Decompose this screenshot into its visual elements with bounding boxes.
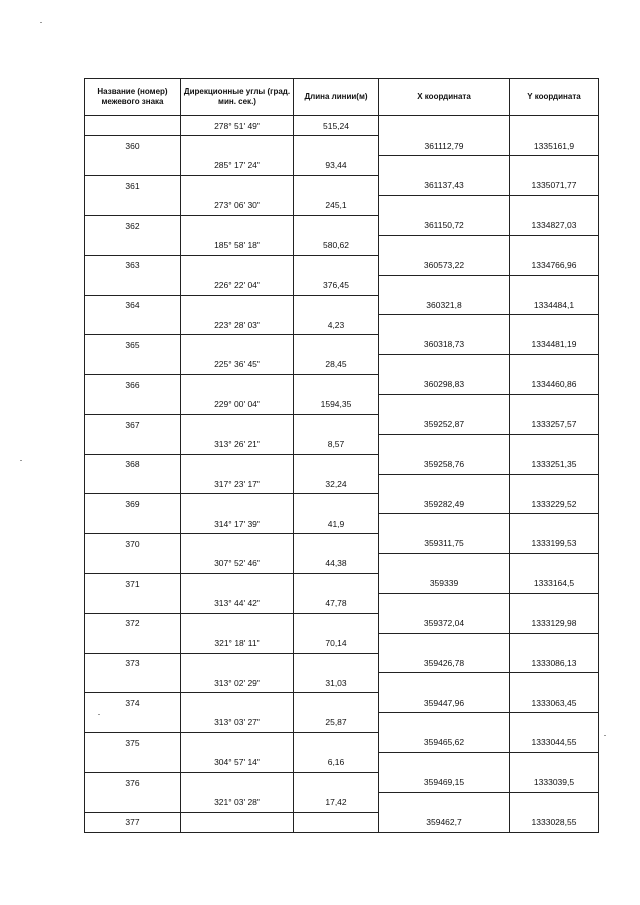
cell-y-coordinate xyxy=(510,753,599,773)
cell-directional-angle: 313° 02' 29" xyxy=(181,673,294,693)
cell-marker-name: 367 xyxy=(85,414,181,434)
cell-directional-angle: 278° 51' 49" xyxy=(181,116,294,136)
table-row-point xyxy=(85,494,599,514)
cell-line-length: 25,87 xyxy=(294,713,379,733)
document-sheet xyxy=(84,78,598,833)
cell-line-length xyxy=(294,215,379,235)
cell-directional-angle xyxy=(181,693,294,713)
table-row-segment xyxy=(85,156,599,176)
table-row-point xyxy=(85,733,599,753)
cell-line-length: 47,78 xyxy=(294,593,379,613)
cell-line-length: 8,57 xyxy=(294,434,379,454)
table-row-point xyxy=(85,295,599,315)
cell-y-coordinate: 1333257,57 xyxy=(510,414,599,434)
table-row-segment xyxy=(85,394,599,414)
cell-line-length: 515,24 xyxy=(294,116,379,136)
cell-x-coordinate xyxy=(379,196,510,216)
cell-directional-angle: 313° 44' 42" xyxy=(181,593,294,613)
boundary-coordinates-table xyxy=(84,78,599,833)
cell-y-coordinate xyxy=(510,673,599,693)
cell-line-length xyxy=(294,375,379,395)
cell-y-coordinate xyxy=(510,196,599,216)
cell-marker-name: 369 xyxy=(85,494,181,514)
table-row-segment xyxy=(85,434,599,454)
cell-marker-name xyxy=(85,673,181,693)
cell-marker-name xyxy=(85,514,181,534)
table-row-segment xyxy=(85,792,599,812)
cell-x-coordinate: 361150,72 xyxy=(379,215,510,235)
cell-directional-angle: 321° 03' 28" xyxy=(181,792,294,812)
cell-directional-angle xyxy=(181,255,294,275)
cell-marker-name: 361 xyxy=(85,176,181,196)
cell-line-length: 6,16 xyxy=(294,753,379,773)
table-row-segment xyxy=(85,275,599,295)
table-row-point xyxy=(85,653,599,673)
cell-directional-angle: 317° 23' 17" xyxy=(181,474,294,494)
table-row-point xyxy=(85,215,599,235)
cell-marker-name: 368 xyxy=(85,454,181,474)
cell-directional-angle: 226° 22' 04" xyxy=(181,275,294,295)
table-row-segment xyxy=(85,355,599,375)
cell-y-coordinate: 1334481,19 xyxy=(510,335,599,355)
cell-marker-name xyxy=(85,235,181,255)
cell-directional-angle: 223° 28' 03" xyxy=(181,315,294,335)
cell-line-length: 245,1 xyxy=(294,196,379,216)
cell-line-length: 580,62 xyxy=(294,235,379,255)
cell-directional-angle xyxy=(181,414,294,434)
header-y-coordinate: Y координата xyxy=(510,79,599,116)
cell-marker-name xyxy=(85,753,181,773)
table-row-segment xyxy=(85,514,599,534)
cell-y-coordinate xyxy=(510,713,599,733)
cell-y-coordinate: 1333028,55 xyxy=(510,812,599,832)
cell-x-coordinate: 359447,96 xyxy=(379,693,510,713)
cell-line-length xyxy=(294,772,379,792)
cell-directional-angle: 313° 03' 27" xyxy=(181,713,294,733)
cell-marker-name: 371 xyxy=(85,573,181,593)
cell-x-coordinate xyxy=(379,116,510,136)
table-row-segment xyxy=(85,713,599,733)
cell-marker-name xyxy=(85,434,181,454)
cell-line-length: 70,14 xyxy=(294,633,379,653)
table-row-point xyxy=(85,812,599,832)
table-row-segment xyxy=(85,673,599,693)
cell-x-coordinate: 361112,79 xyxy=(379,136,510,156)
cell-y-coordinate: 1334827,03 xyxy=(510,215,599,235)
table-row-segment xyxy=(85,474,599,494)
header-marker-name: Название (номер) межевого знака xyxy=(85,79,181,116)
cell-y-coordinate: 1333129,98 xyxy=(510,613,599,633)
cell-x-coordinate: 359258,76 xyxy=(379,454,510,474)
table-row-segment xyxy=(85,315,599,335)
cell-y-coordinate: 1334484,1 xyxy=(510,295,599,315)
cell-x-coordinate xyxy=(379,235,510,255)
cell-line-length: 28,45 xyxy=(294,355,379,375)
cell-y-coordinate: 1333229,52 xyxy=(510,494,599,514)
cell-line-length xyxy=(294,653,379,673)
cell-y-coordinate: 1333044,55 xyxy=(510,733,599,753)
cell-y-coordinate: 1333039,5 xyxy=(510,772,599,792)
cell-y-coordinate xyxy=(510,275,599,295)
cell-line-length: 4,23 xyxy=(294,315,379,335)
cell-y-coordinate: 1335071,77 xyxy=(510,176,599,196)
cell-marker-name: 370 xyxy=(85,534,181,554)
cell-line-length xyxy=(294,255,379,275)
table-row-segment xyxy=(85,116,599,136)
cell-line-length: 17,42 xyxy=(294,792,379,812)
cell-y-coordinate xyxy=(510,434,599,454)
header-x-coordinate: X координата xyxy=(379,79,510,116)
table-row-point xyxy=(85,136,599,156)
cell-marker-name xyxy=(85,554,181,574)
cell-x-coordinate xyxy=(379,275,510,295)
cell-x-coordinate xyxy=(379,673,510,693)
cell-x-coordinate xyxy=(379,315,510,335)
table-row-segment xyxy=(85,633,599,653)
table-row-segment xyxy=(85,235,599,255)
cell-x-coordinate: 359311,75 xyxy=(379,534,510,554)
cell-marker-name: 364 xyxy=(85,295,181,315)
cell-y-coordinate xyxy=(510,554,599,574)
cell-line-length xyxy=(294,693,379,713)
cell-directional-angle: 314° 17' 39" xyxy=(181,514,294,534)
cell-directional-angle xyxy=(181,176,294,196)
cell-marker-name xyxy=(85,633,181,653)
cell-line-length xyxy=(294,613,379,633)
cell-marker-name: 363 xyxy=(85,255,181,275)
table-row-segment xyxy=(85,196,599,216)
cell-directional-angle xyxy=(181,375,294,395)
cell-directional-angle: 321° 18' 11" xyxy=(181,633,294,653)
cell-x-coordinate: 359469,15 xyxy=(379,772,510,792)
table-row-point xyxy=(85,693,599,713)
cell-marker-name xyxy=(85,315,181,335)
cell-directional-angle xyxy=(181,136,294,156)
table-row-segment xyxy=(85,593,599,613)
cell-directional-angle: 304° 57' 14" xyxy=(181,753,294,773)
cell-y-coordinate xyxy=(510,633,599,653)
cell-marker-name xyxy=(85,355,181,375)
cell-x-coordinate: 361137,43 xyxy=(379,176,510,196)
cell-x-coordinate xyxy=(379,792,510,812)
cell-marker-name: 360 xyxy=(85,136,181,156)
table-row-point xyxy=(85,255,599,275)
table-row-point xyxy=(85,414,599,434)
cell-marker-name: 365 xyxy=(85,335,181,355)
cell-marker-name xyxy=(85,394,181,414)
cell-marker-name xyxy=(85,792,181,812)
cell-marker-name: 362 xyxy=(85,215,181,235)
cell-x-coordinate xyxy=(379,514,510,534)
cell-line-length xyxy=(294,295,379,315)
cell-line-length xyxy=(294,136,379,156)
cell-marker-name: 374 xyxy=(85,693,181,713)
cell-x-coordinate: 360298,83 xyxy=(379,375,510,395)
cell-marker-name: 375 xyxy=(85,733,181,753)
cell-x-coordinate: 359426,78 xyxy=(379,653,510,673)
cell-x-coordinate: 359372,04 xyxy=(379,613,510,633)
cell-x-coordinate: 359465,62 xyxy=(379,733,510,753)
table-row-point xyxy=(85,573,599,593)
cell-x-coordinate xyxy=(379,156,510,176)
cell-line-length: 44,38 xyxy=(294,554,379,574)
cell-x-coordinate: 359339 xyxy=(379,573,510,593)
cell-marker-name: 366 xyxy=(85,375,181,395)
cell-y-coordinate xyxy=(510,116,599,136)
cell-line-length: 41,9 xyxy=(294,514,379,534)
cell-x-coordinate xyxy=(379,554,510,574)
cell-directional-angle xyxy=(181,733,294,753)
cell-y-coordinate xyxy=(510,315,599,335)
cell-line-length xyxy=(294,176,379,196)
cell-directional-angle: 313° 26' 21" xyxy=(181,434,294,454)
cell-x-coordinate xyxy=(379,394,510,414)
cell-directional-angle xyxy=(181,494,294,514)
cell-x-coordinate: 360321,8 xyxy=(379,295,510,315)
cell-directional-angle: 285° 17' 24" xyxy=(181,156,294,176)
cell-x-coordinate: 359282,49 xyxy=(379,494,510,514)
cell-y-coordinate xyxy=(510,593,599,613)
cell-y-coordinate: 1334766,96 xyxy=(510,255,599,275)
scan-speck xyxy=(20,460,22,461)
cell-marker-name xyxy=(85,156,181,176)
header-line-length: Длина линии(м) xyxy=(294,79,379,116)
cell-directional-angle: 185° 58' 18" xyxy=(181,235,294,255)
cell-directional-angle: 307° 52' 46" xyxy=(181,554,294,574)
cell-y-coordinate: 1335161,9 xyxy=(510,136,599,156)
cell-y-coordinate: 1333086,13 xyxy=(510,653,599,673)
scan-speck xyxy=(98,714,100,715)
cell-y-coordinate: 1333199,53 xyxy=(510,534,599,554)
table-row-point xyxy=(85,613,599,633)
cell-directional-angle xyxy=(181,295,294,315)
table-row-point xyxy=(85,375,599,395)
cell-marker-name: 373 xyxy=(85,653,181,673)
cell-x-coordinate xyxy=(379,633,510,653)
cell-y-coordinate: 1333164,5 xyxy=(510,573,599,593)
table-row-point xyxy=(85,534,599,554)
cell-marker-name xyxy=(85,196,181,216)
cell-directional-angle xyxy=(181,573,294,593)
scan-speck xyxy=(40,22,42,23)
cell-y-coordinate xyxy=(510,474,599,494)
cell-y-coordinate xyxy=(510,355,599,375)
cell-directional-angle xyxy=(181,215,294,235)
cell-directional-angle xyxy=(181,812,294,832)
cell-directional-angle xyxy=(181,534,294,554)
table-row-point xyxy=(85,772,599,792)
cell-y-coordinate xyxy=(510,514,599,534)
scan-speck xyxy=(604,735,606,736)
cell-line-length xyxy=(294,812,379,832)
cell-directional-angle xyxy=(181,454,294,474)
table-row-segment xyxy=(85,753,599,773)
cell-y-coordinate xyxy=(510,235,599,255)
cell-marker-name xyxy=(85,713,181,733)
cell-x-coordinate xyxy=(379,434,510,454)
cell-x-coordinate xyxy=(379,753,510,773)
cell-x-coordinate: 360318,73 xyxy=(379,335,510,355)
cell-directional-angle: 273° 06' 30" xyxy=(181,196,294,216)
cell-marker-name: 376 xyxy=(85,772,181,792)
table-row-point xyxy=(85,176,599,196)
cell-line-length: 93,44 xyxy=(294,156,379,176)
cell-directional-angle xyxy=(181,772,294,792)
cell-line-length: 1594,35 xyxy=(294,394,379,414)
cell-marker-name xyxy=(85,116,181,136)
cell-line-length xyxy=(294,414,379,434)
cell-marker-name xyxy=(85,593,181,613)
cell-y-coordinate: 1333251,35 xyxy=(510,454,599,474)
cell-y-coordinate: 1333063,45 xyxy=(510,693,599,713)
cell-y-coordinate xyxy=(510,394,599,414)
cell-x-coordinate xyxy=(379,474,510,494)
cell-line-length xyxy=(294,733,379,753)
cell-line-length xyxy=(294,454,379,474)
cell-directional-angle: 225° 36' 45" xyxy=(181,355,294,375)
cell-x-coordinate: 359462,7 xyxy=(379,812,510,832)
cell-y-coordinate xyxy=(510,156,599,176)
cell-x-coordinate xyxy=(379,355,510,375)
table-row-point xyxy=(85,335,599,355)
cell-marker-name: 377 xyxy=(85,812,181,832)
table-header-row xyxy=(85,79,599,116)
cell-directional-angle: 229° 00' 04" xyxy=(181,394,294,414)
header-directional-angle: Дирекционные углы (град. мин. сек.) xyxy=(181,79,294,116)
cell-marker-name: 372 xyxy=(85,613,181,633)
cell-y-coordinate xyxy=(510,792,599,812)
cell-x-coordinate xyxy=(379,593,510,613)
cell-line-length: 32,24 xyxy=(294,474,379,494)
cell-x-coordinate: 359252,87 xyxy=(379,414,510,434)
cell-directional-angle xyxy=(181,613,294,633)
table-row-segment xyxy=(85,554,599,574)
table-row-point xyxy=(85,454,599,474)
cell-x-coordinate: 360573,22 xyxy=(379,255,510,275)
cell-line-length xyxy=(294,573,379,593)
cell-marker-name xyxy=(85,474,181,494)
cell-line-length xyxy=(294,534,379,554)
cell-line-length: 376,45 xyxy=(294,275,379,295)
cell-line-length xyxy=(294,494,379,514)
cell-x-coordinate xyxy=(379,713,510,733)
cell-directional-angle xyxy=(181,653,294,673)
cell-directional-angle xyxy=(181,335,294,355)
cell-line-length: 31,03 xyxy=(294,673,379,693)
cell-marker-name xyxy=(85,275,181,295)
cell-line-length xyxy=(294,335,379,355)
cell-y-coordinate: 1334460,86 xyxy=(510,375,599,395)
